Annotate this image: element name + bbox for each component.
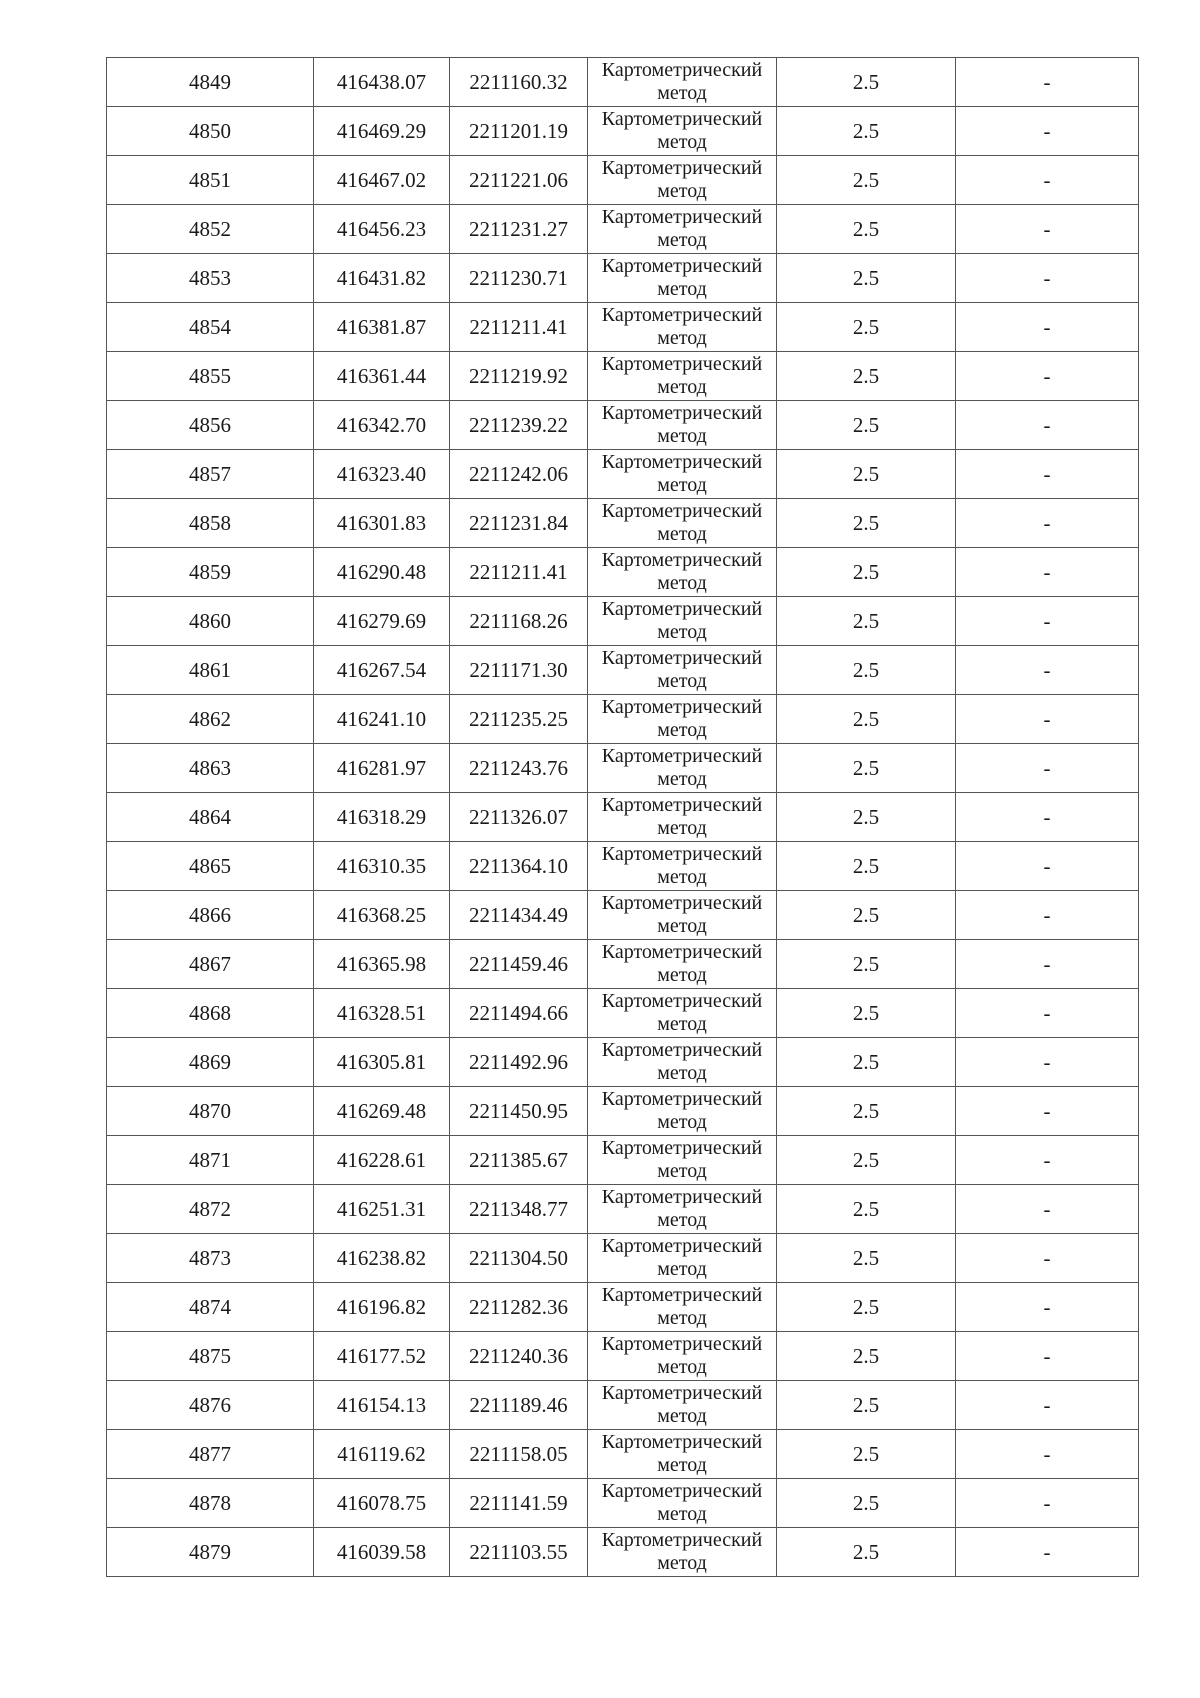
x-coordinate-cell: 416431.82 (314, 254, 450, 303)
y-coordinate-cell: 2211201.19 (450, 107, 588, 156)
table-row (107, 1038, 1139, 1087)
method-line-2: метод (657, 180, 707, 202)
description-cell: - (956, 352, 1139, 401)
table-row (107, 499, 1139, 548)
method-line-1: Картометрический (601, 402, 763, 424)
y-coordinate-cell: 2211230.71 (450, 254, 588, 303)
x-coordinate-cell: 416238.82 (314, 1234, 450, 1283)
method-line-1: Картометрический (601, 1039, 763, 1061)
point-number-cell: 4873 (107, 1234, 314, 1283)
y-coordinate-cell: 2211219.92 (450, 352, 588, 401)
accuracy-cell: 2.5 (777, 744, 956, 793)
accuracy-cell: 2.5 (777, 107, 956, 156)
y-coordinate-cell: 2211158.05 (450, 1430, 588, 1479)
method-line-2: метод (657, 621, 707, 643)
description-cell: - (956, 156, 1139, 205)
accuracy-cell: 2.5 (777, 597, 956, 646)
method-cell (588, 205, 777, 254)
table-row (107, 842, 1139, 891)
description-cell: - (956, 401, 1139, 450)
y-coordinate-cell: 2211171.30 (450, 646, 588, 695)
accuracy-cell: 2.5 (777, 940, 956, 989)
description-cell: - (956, 1087, 1139, 1136)
accuracy-cell: 2.5 (777, 1038, 956, 1087)
table-row (107, 205, 1139, 254)
method-line-2: метод (657, 1356, 707, 1378)
method-line-1: Картометрический (601, 1186, 763, 1208)
method-line-1: Картометрический (601, 1529, 763, 1551)
x-coordinate-cell: 416154.13 (314, 1381, 450, 1430)
x-coordinate-cell: 416267.54 (314, 646, 450, 695)
point-number-cell: 4874 (107, 1283, 314, 1332)
y-coordinate-cell: 2211141.59 (450, 1479, 588, 1528)
method-line-2: метод (657, 1160, 707, 1182)
y-coordinate-cell: 2211434.49 (450, 891, 588, 940)
y-coordinate-cell: 2211231.84 (450, 499, 588, 548)
point-number-cell: 4854 (107, 303, 314, 352)
point-number-cell: 4866 (107, 891, 314, 940)
method-line-1: Картометрический (601, 206, 763, 228)
y-coordinate-cell: 2211450.95 (450, 1087, 588, 1136)
method-line-2: метод (657, 1552, 707, 1574)
method-line-1: Картометрический (601, 843, 763, 865)
point-number-cell: 4870 (107, 1087, 314, 1136)
description-cell: - (956, 1234, 1139, 1283)
method-line-1: Картометрический (601, 549, 763, 571)
accuracy-cell: 2.5 (777, 989, 956, 1038)
table-row (107, 401, 1139, 450)
method-line-1: Картометрический (601, 892, 763, 914)
point-number-cell: 4867 (107, 940, 314, 989)
point-number-cell: 4863 (107, 744, 314, 793)
method-cell (588, 1528, 777, 1577)
table-row (107, 156, 1139, 205)
table-row (107, 940, 1139, 989)
y-coordinate-cell: 2211240.36 (450, 1332, 588, 1381)
method-cell (588, 254, 777, 303)
method-line-1: Картометрический (601, 1431, 763, 1453)
method-cell (588, 1479, 777, 1528)
x-coordinate-cell: 416290.48 (314, 548, 450, 597)
point-number-cell: 4871 (107, 1136, 314, 1185)
point-number-cell: 4851 (107, 156, 314, 205)
x-coordinate-cell: 416279.69 (314, 597, 450, 646)
x-coordinate-cell: 416469.29 (314, 107, 450, 156)
method-cell (588, 1283, 777, 1332)
method-cell (588, 1087, 777, 1136)
method-line-1: Картометрический (601, 1088, 763, 1110)
accuracy-cell: 2.5 (777, 548, 956, 597)
method-line-1: Картометрический (601, 696, 763, 718)
method-cell (588, 450, 777, 499)
method-cell (588, 1234, 777, 1283)
y-coordinate-cell: 2211326.07 (450, 793, 588, 842)
method-line-2: метод (657, 572, 707, 594)
method-line-1: Картометрический (601, 353, 763, 375)
table-row (107, 891, 1139, 940)
description-cell: - (956, 1283, 1139, 1332)
accuracy-cell: 2.5 (777, 891, 956, 940)
table-row (107, 58, 1139, 107)
method-cell (588, 1381, 777, 1430)
table-row (107, 1430, 1139, 1479)
method-cell (588, 401, 777, 450)
table-row (107, 1087, 1139, 1136)
method-line-2: метод (657, 768, 707, 790)
method-cell (588, 1332, 777, 1381)
method-line-1: Картометрический (601, 1333, 763, 1355)
accuracy-cell: 2.5 (777, 646, 956, 695)
table-row (107, 646, 1139, 695)
method-line-1: Картометрический (601, 990, 763, 1012)
y-coordinate-cell: 2211459.46 (450, 940, 588, 989)
method-cell (588, 891, 777, 940)
method-cell (588, 1185, 777, 1234)
method-line-1: Картометрический (601, 1284, 763, 1306)
y-coordinate-cell: 2211364.10 (450, 842, 588, 891)
table-row (107, 1234, 1139, 1283)
method-line-1: Картометрический (601, 304, 763, 326)
y-coordinate-cell: 2211221.06 (450, 156, 588, 205)
description-cell: - (956, 940, 1139, 989)
method-line-2: метод (657, 1111, 707, 1133)
point-number-cell: 4852 (107, 205, 314, 254)
method-line-2: метод (657, 1405, 707, 1427)
y-coordinate-cell: 2211243.76 (450, 744, 588, 793)
x-coordinate-cell: 416342.70 (314, 401, 450, 450)
description-cell: - (956, 1479, 1139, 1528)
method-line-1: Картометрический (601, 1137, 763, 1159)
accuracy-cell: 2.5 (777, 793, 956, 842)
x-coordinate-cell: 416078.75 (314, 1479, 450, 1528)
method-line-1: Картометрический (601, 647, 763, 669)
method-line-2: метод (657, 474, 707, 496)
table-row (107, 352, 1139, 401)
method-line-1: Картометрический (601, 1480, 763, 1502)
accuracy-cell: 2.5 (777, 1528, 956, 1577)
accuracy-cell: 2.5 (777, 58, 956, 107)
y-coordinate-cell: 2211494.66 (450, 989, 588, 1038)
x-coordinate-cell: 416318.29 (314, 793, 450, 842)
method-line-2: метод (657, 82, 707, 104)
x-coordinate-cell: 416196.82 (314, 1283, 450, 1332)
description-cell: - (956, 891, 1139, 940)
x-coordinate-cell: 416301.83 (314, 499, 450, 548)
method-line-2: метод (657, 131, 707, 153)
accuracy-cell: 2.5 (777, 1234, 956, 1283)
y-coordinate-cell: 2211492.96 (450, 1038, 588, 1087)
y-coordinate-cell: 2211160.32 (450, 58, 588, 107)
point-number-cell: 4849 (107, 58, 314, 107)
method-line-2: метод (657, 1209, 707, 1231)
point-number-cell: 4869 (107, 1038, 314, 1087)
point-number-cell: 4855 (107, 352, 314, 401)
accuracy-cell: 2.5 (777, 1332, 956, 1381)
y-coordinate-cell: 2211189.46 (450, 1381, 588, 1430)
description-cell: - (956, 548, 1139, 597)
description-cell: - (956, 695, 1139, 744)
method-cell (588, 793, 777, 842)
accuracy-cell: 2.5 (777, 352, 956, 401)
description-cell: - (956, 303, 1139, 352)
table-row (107, 548, 1139, 597)
y-coordinate-cell: 2211211.41 (450, 548, 588, 597)
method-line-1: Картометрический (601, 598, 763, 620)
method-cell (588, 646, 777, 695)
x-coordinate-cell: 416251.31 (314, 1185, 450, 1234)
accuracy-cell: 2.5 (777, 1087, 956, 1136)
y-coordinate-cell: 2211239.22 (450, 401, 588, 450)
method-line-2: метод (657, 1258, 707, 1280)
point-number-cell: 4850 (107, 107, 314, 156)
method-line-1: Картометрический (601, 1382, 763, 1404)
x-coordinate-cell: 416467.02 (314, 156, 450, 205)
description-cell: - (956, 107, 1139, 156)
y-coordinate-cell: 2211235.25 (450, 695, 588, 744)
method-line-2: метод (657, 670, 707, 692)
point-number-cell: 4853 (107, 254, 314, 303)
method-line-2: метод (657, 915, 707, 937)
method-line-2: метод (657, 964, 707, 986)
point-number-cell: 4879 (107, 1528, 314, 1577)
x-coordinate-cell: 416368.25 (314, 891, 450, 940)
description-cell: - (956, 499, 1139, 548)
table-row (107, 303, 1139, 352)
y-coordinate-cell: 2211385.67 (450, 1136, 588, 1185)
method-cell (588, 107, 777, 156)
x-coordinate-cell: 416456.23 (314, 205, 450, 254)
table-row (107, 1332, 1139, 1381)
x-coordinate-cell: 416281.97 (314, 744, 450, 793)
accuracy-cell: 2.5 (777, 254, 956, 303)
table-row (107, 989, 1139, 1038)
x-coordinate-cell: 416361.44 (314, 352, 450, 401)
accuracy-cell: 2.5 (777, 156, 956, 205)
accuracy-cell: 2.5 (777, 1381, 956, 1430)
description-cell: - (956, 1332, 1139, 1381)
method-line-2: метод (657, 1454, 707, 1476)
point-number-cell: 4865 (107, 842, 314, 891)
method-line-1: Картометрический (601, 1235, 763, 1257)
method-line-1: Картометрический (601, 794, 763, 816)
description-cell: - (956, 1136, 1139, 1185)
method-cell (588, 58, 777, 107)
method-cell (588, 744, 777, 793)
y-coordinate-cell: 2211231.27 (450, 205, 588, 254)
x-coordinate-cell: 416228.61 (314, 1136, 450, 1185)
method-cell (588, 1136, 777, 1185)
coordinates-table (106, 57, 1139, 1577)
x-coordinate-cell: 416241.10 (314, 695, 450, 744)
description-cell: - (956, 646, 1139, 695)
y-coordinate-cell: 2211282.36 (450, 1283, 588, 1332)
table-row (107, 450, 1139, 499)
description-cell: - (956, 597, 1139, 646)
point-number-cell: 4864 (107, 793, 314, 842)
x-coordinate-cell: 416039.58 (314, 1528, 450, 1577)
method-line-1: Картометрический (601, 745, 763, 767)
accuracy-cell: 2.5 (777, 499, 956, 548)
method-cell (588, 842, 777, 891)
table-row (107, 107, 1139, 156)
method-line-2: метод (657, 376, 707, 398)
method-line-1: Картометрический (601, 157, 763, 179)
point-number-cell: 4872 (107, 1185, 314, 1234)
table-row (107, 695, 1139, 744)
description-cell: - (956, 744, 1139, 793)
method-cell (588, 597, 777, 646)
description-cell: - (956, 989, 1139, 1038)
x-coordinate-cell: 416328.51 (314, 989, 450, 1038)
method-line-1: Картометрический (601, 500, 763, 522)
accuracy-cell: 2.5 (777, 842, 956, 891)
accuracy-cell: 2.5 (777, 1479, 956, 1528)
x-coordinate-cell: 416269.48 (314, 1087, 450, 1136)
method-cell (588, 989, 777, 1038)
accuracy-cell: 2.5 (777, 401, 956, 450)
method-line-2: метод (657, 817, 707, 839)
x-coordinate-cell: 416310.35 (314, 842, 450, 891)
method-cell (588, 548, 777, 597)
description-cell: - (956, 1038, 1139, 1087)
table-row (107, 1185, 1139, 1234)
method-line-1: Картометрический (601, 255, 763, 277)
table-row (107, 1528, 1139, 1577)
method-line-2: метод (657, 719, 707, 741)
y-coordinate-cell: 2211242.06 (450, 450, 588, 499)
method-line-2: метод (657, 1503, 707, 1525)
point-number-cell: 4877 (107, 1430, 314, 1479)
accuracy-cell: 2.5 (777, 1430, 956, 1479)
x-coordinate-cell: 416305.81 (314, 1038, 450, 1087)
accuracy-cell: 2.5 (777, 205, 956, 254)
table-row (107, 1479, 1139, 1528)
point-number-cell: 4861 (107, 646, 314, 695)
method-line-2: метод (657, 1062, 707, 1084)
table-row (107, 1136, 1139, 1185)
y-coordinate-cell: 2211103.55 (450, 1528, 588, 1577)
x-coordinate-cell: 416323.40 (314, 450, 450, 499)
method-cell (588, 940, 777, 989)
accuracy-cell: 2.5 (777, 450, 956, 499)
x-coordinate-cell: 416119.62 (314, 1430, 450, 1479)
table-row (107, 254, 1139, 303)
method-line-2: метод (657, 1013, 707, 1035)
y-coordinate-cell: 2211168.26 (450, 597, 588, 646)
method-line-1: Картометрический (601, 941, 763, 963)
table-row (107, 744, 1139, 793)
accuracy-cell: 2.5 (777, 303, 956, 352)
method-cell (588, 695, 777, 744)
method-cell (588, 499, 777, 548)
table-row (107, 1381, 1139, 1430)
x-coordinate-cell: 416381.87 (314, 303, 450, 352)
x-coordinate-cell: 416177.52 (314, 1332, 450, 1381)
accuracy-cell: 2.5 (777, 1283, 956, 1332)
accuracy-cell: 2.5 (777, 1185, 956, 1234)
method-line-2: метод (657, 278, 707, 300)
table-row (107, 793, 1139, 842)
y-coordinate-cell: 2211348.77 (450, 1185, 588, 1234)
method-line-2: метод (657, 229, 707, 251)
accuracy-cell: 2.5 (777, 1136, 956, 1185)
description-cell: - (956, 842, 1139, 891)
method-cell (588, 303, 777, 352)
method-cell (588, 156, 777, 205)
coordinates-table-body (107, 58, 1139, 1577)
point-number-cell: 4868 (107, 989, 314, 1038)
x-coordinate-cell: 416365.98 (314, 940, 450, 989)
method-cell (588, 1430, 777, 1479)
point-number-cell: 4859 (107, 548, 314, 597)
method-line-2: метод (657, 523, 707, 545)
point-number-cell: 4862 (107, 695, 314, 744)
point-number-cell: 4857 (107, 450, 314, 499)
description-cell: - (956, 1185, 1139, 1234)
point-number-cell: 4858 (107, 499, 314, 548)
method-line-2: метод (657, 866, 707, 888)
point-number-cell: 4856 (107, 401, 314, 450)
description-cell: - (956, 254, 1139, 303)
method-cell (588, 352, 777, 401)
point-number-cell: 4878 (107, 1479, 314, 1528)
description-cell: - (956, 205, 1139, 254)
description-cell: - (956, 1430, 1139, 1479)
table-row (107, 1283, 1139, 1332)
y-coordinate-cell: 2211304.50 (450, 1234, 588, 1283)
table-row (107, 597, 1139, 646)
method-line-1: Картометрический (601, 59, 763, 81)
accuracy-cell: 2.5 (777, 695, 956, 744)
description-cell: - (956, 1528, 1139, 1577)
method-cell (588, 1038, 777, 1087)
description-cell: - (956, 1381, 1139, 1430)
description-cell: - (956, 793, 1139, 842)
method-line-2: метод (657, 327, 707, 349)
y-coordinate-cell: 2211211.41 (450, 303, 588, 352)
point-number-cell: 4875 (107, 1332, 314, 1381)
description-cell: - (956, 58, 1139, 107)
method-line-2: метод (657, 425, 707, 447)
point-number-cell: 4876 (107, 1381, 314, 1430)
point-number-cell: 4860 (107, 597, 314, 646)
method-line-2: метод (657, 1307, 707, 1329)
x-coordinate-cell: 416438.07 (314, 58, 450, 107)
description-cell: - (956, 450, 1139, 499)
method-line-1: Картометрический (601, 108, 763, 130)
method-line-1: Картометрический (601, 451, 763, 473)
